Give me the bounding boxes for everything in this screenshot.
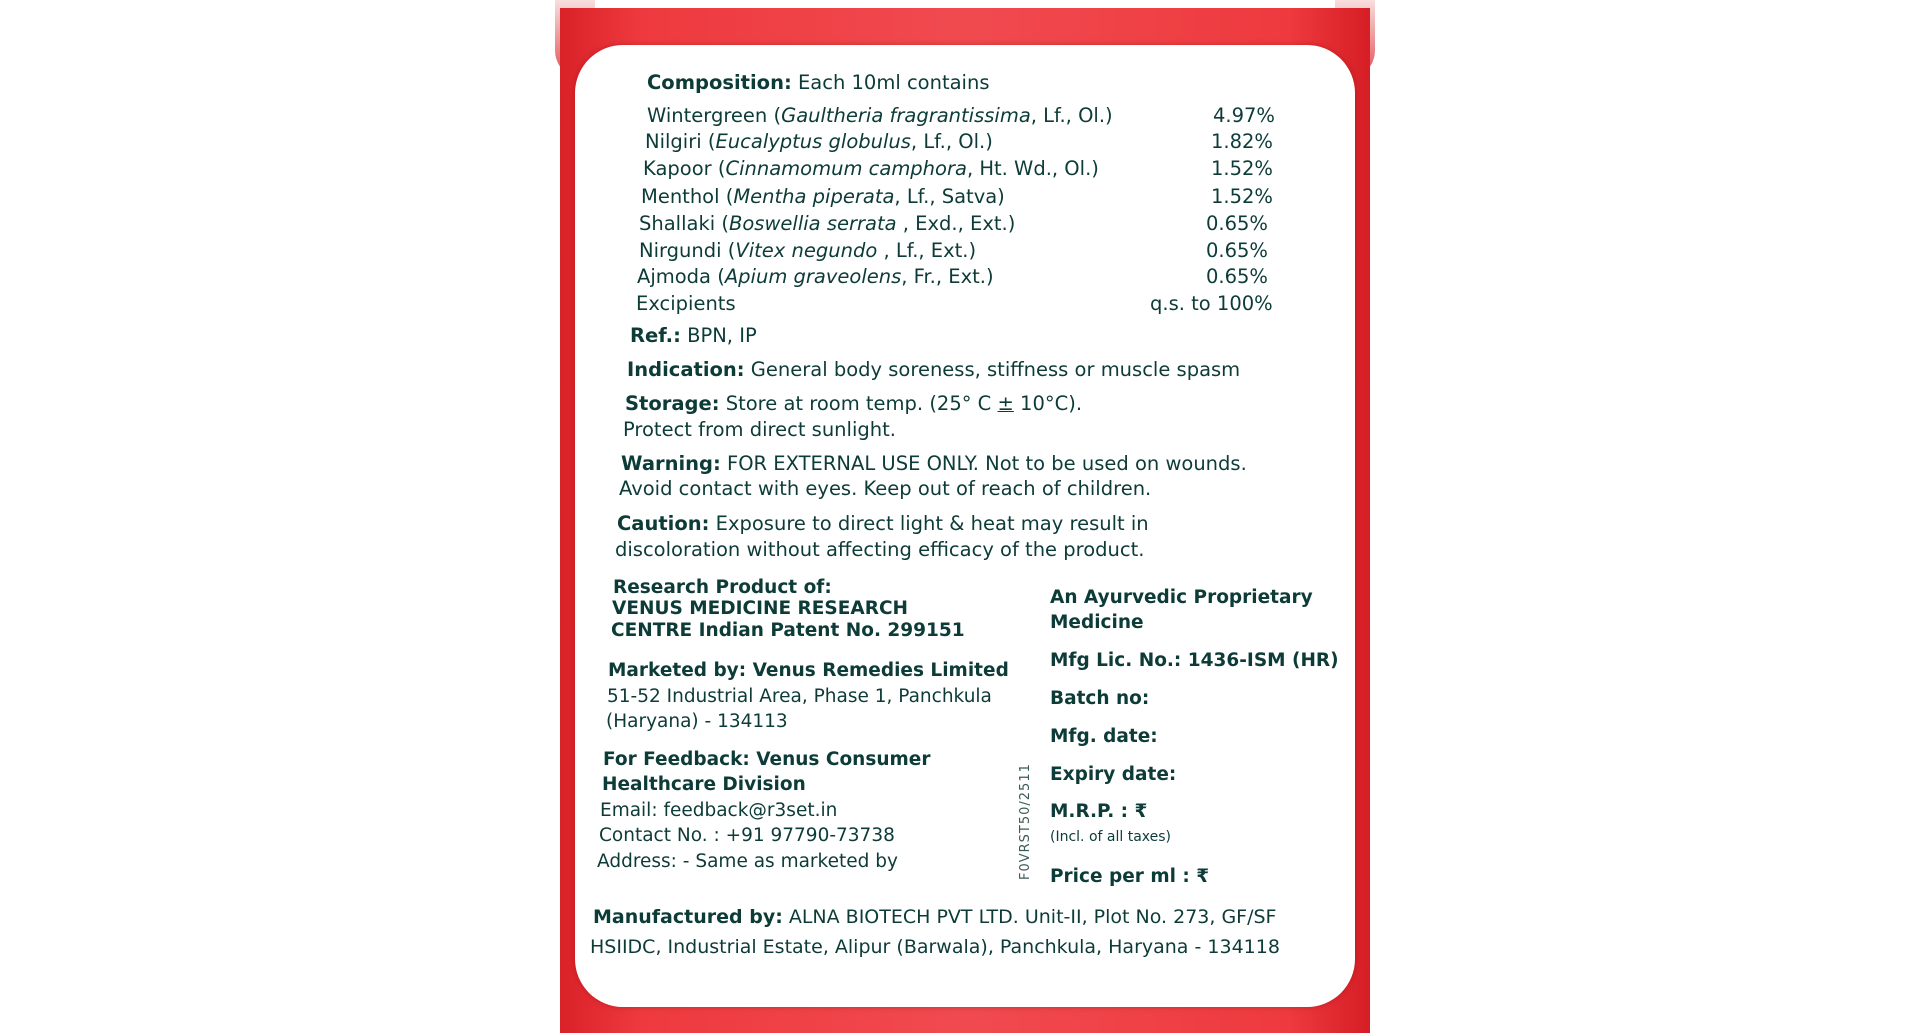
mfg-lic-no: Mfg Lic. No.: 1436-ISM (HR) [1050, 650, 1339, 671]
composition-pct: 0.65% [1206, 239, 1268, 262]
composition-pct: 0.65% [1206, 265, 1268, 288]
manufactured-line-2: HSIIDC, Industrial Estate, Alipur (Barwala), Panchkula, Haryana - 134118 [590, 936, 1280, 958]
composition-pct: 4.97% [1213, 104, 1275, 127]
ayurvedic-line-1: An Ayurvedic Proprietary [1050, 587, 1313, 608]
composition-row: Kapoor (Cinnamomum camphora, Ht. Wd., Ol.) [643, 157, 1099, 180]
feedback-email: Email: feedback@r3set.in [600, 800, 838, 821]
marketed-line-3: (Haryana) - 134113 [606, 711, 788, 732]
mfg-date: Mfg. date: [1050, 726, 1158, 747]
marketed-line-2: 51-52 Industrial Area, Phase 1, Panchkula [607, 686, 992, 707]
composition-pct: 1.52% [1211, 185, 1273, 208]
composition-row: Wintergreen (Gaultheria fragrantissima, Lf., Ol.) [647, 104, 1113, 127]
ayurvedic-line-2: Medicine [1050, 612, 1144, 633]
composition-pct: 0.65% [1206, 212, 1268, 235]
research-line-3: CENTRE Indian Patent No. 299151 [611, 620, 965, 641]
composition-row: Menthol (Mentha piperata, Lf., Satva) [641, 185, 1005, 208]
composition-heading: Composition: Each 10ml contains [647, 71, 990, 94]
indication-line: Indication: General body soreness, stiffness or muscle spasm [627, 358, 1241, 381]
research-line-2: VENUS MEDICINE RESEARCH [612, 598, 908, 619]
composition-row: Ajmoda (Apium graveolens, Fr., Ext.) [637, 265, 994, 288]
incl-taxes-note: (Incl. of all taxes) [1050, 829, 1171, 845]
composition-pct: 1.82% [1211, 130, 1273, 153]
composition-row: Shallaki (Boswellia serrata , Exd., Ext.) [639, 212, 1016, 235]
composition-pct: 1.52% [1211, 157, 1273, 180]
feedback-line-2: Healthcare Division [602, 774, 806, 795]
vertical-code: F0VRST50/2511 [1018, 763, 1033, 880]
feedback-contact: Contact No. : +91 97790-73738 [599, 825, 895, 846]
caution-line-1: Caution: Exposure to direct light & heat may result in [617, 512, 1149, 535]
expiry-date: Expiry date: [1050, 764, 1177, 785]
storage-line-2: Protect from direct sunlight. [623, 418, 896, 441]
warning-line-1: Warning: FOR EXTERNAL USE ONLY. Not to be used on wounds. [621, 452, 1247, 475]
composition-pct: q.s. to 100% [1150, 292, 1273, 315]
composition-row: Excipients [636, 292, 736, 315]
research-line-1: Research Product of: [613, 577, 832, 598]
composition-row: Nirgundi (Vitex negundo , Lf., Ext.) [639, 239, 977, 262]
mrp: M.R.P. : ₹ [1050, 801, 1148, 822]
batch-no: Batch no: [1050, 688, 1150, 709]
ref-line: Ref.: BPN, IP [630, 324, 757, 347]
manufactured-line-1: Manufactured by: ALNA BIOTECH PVT LTD. Unit-II, Plot No. 273, GF/SF [593, 906, 1277, 928]
feedback-line-1: For Feedback: Venus Consumer [603, 749, 931, 770]
storage-line-1: Storage: Store at room temp. (25° C ± 10°C). [625, 392, 1083, 415]
marketed-line-1: Marketed by: Venus Remedies Limited [608, 660, 1009, 681]
price-per-ml: Price per ml : ₹ [1050, 866, 1210, 887]
feedback-address: Address: - Same as marketed by [597, 851, 898, 872]
warning-line-2: Avoid contact with eyes. Keep out of reach of children. [619, 477, 1152, 500]
composition-row: Nilgiri (Eucalyptus globulus, Lf., Ol.) [645, 130, 993, 153]
caution-line-2: discoloration without affecting efficacy of the product. [615, 538, 1145, 561]
